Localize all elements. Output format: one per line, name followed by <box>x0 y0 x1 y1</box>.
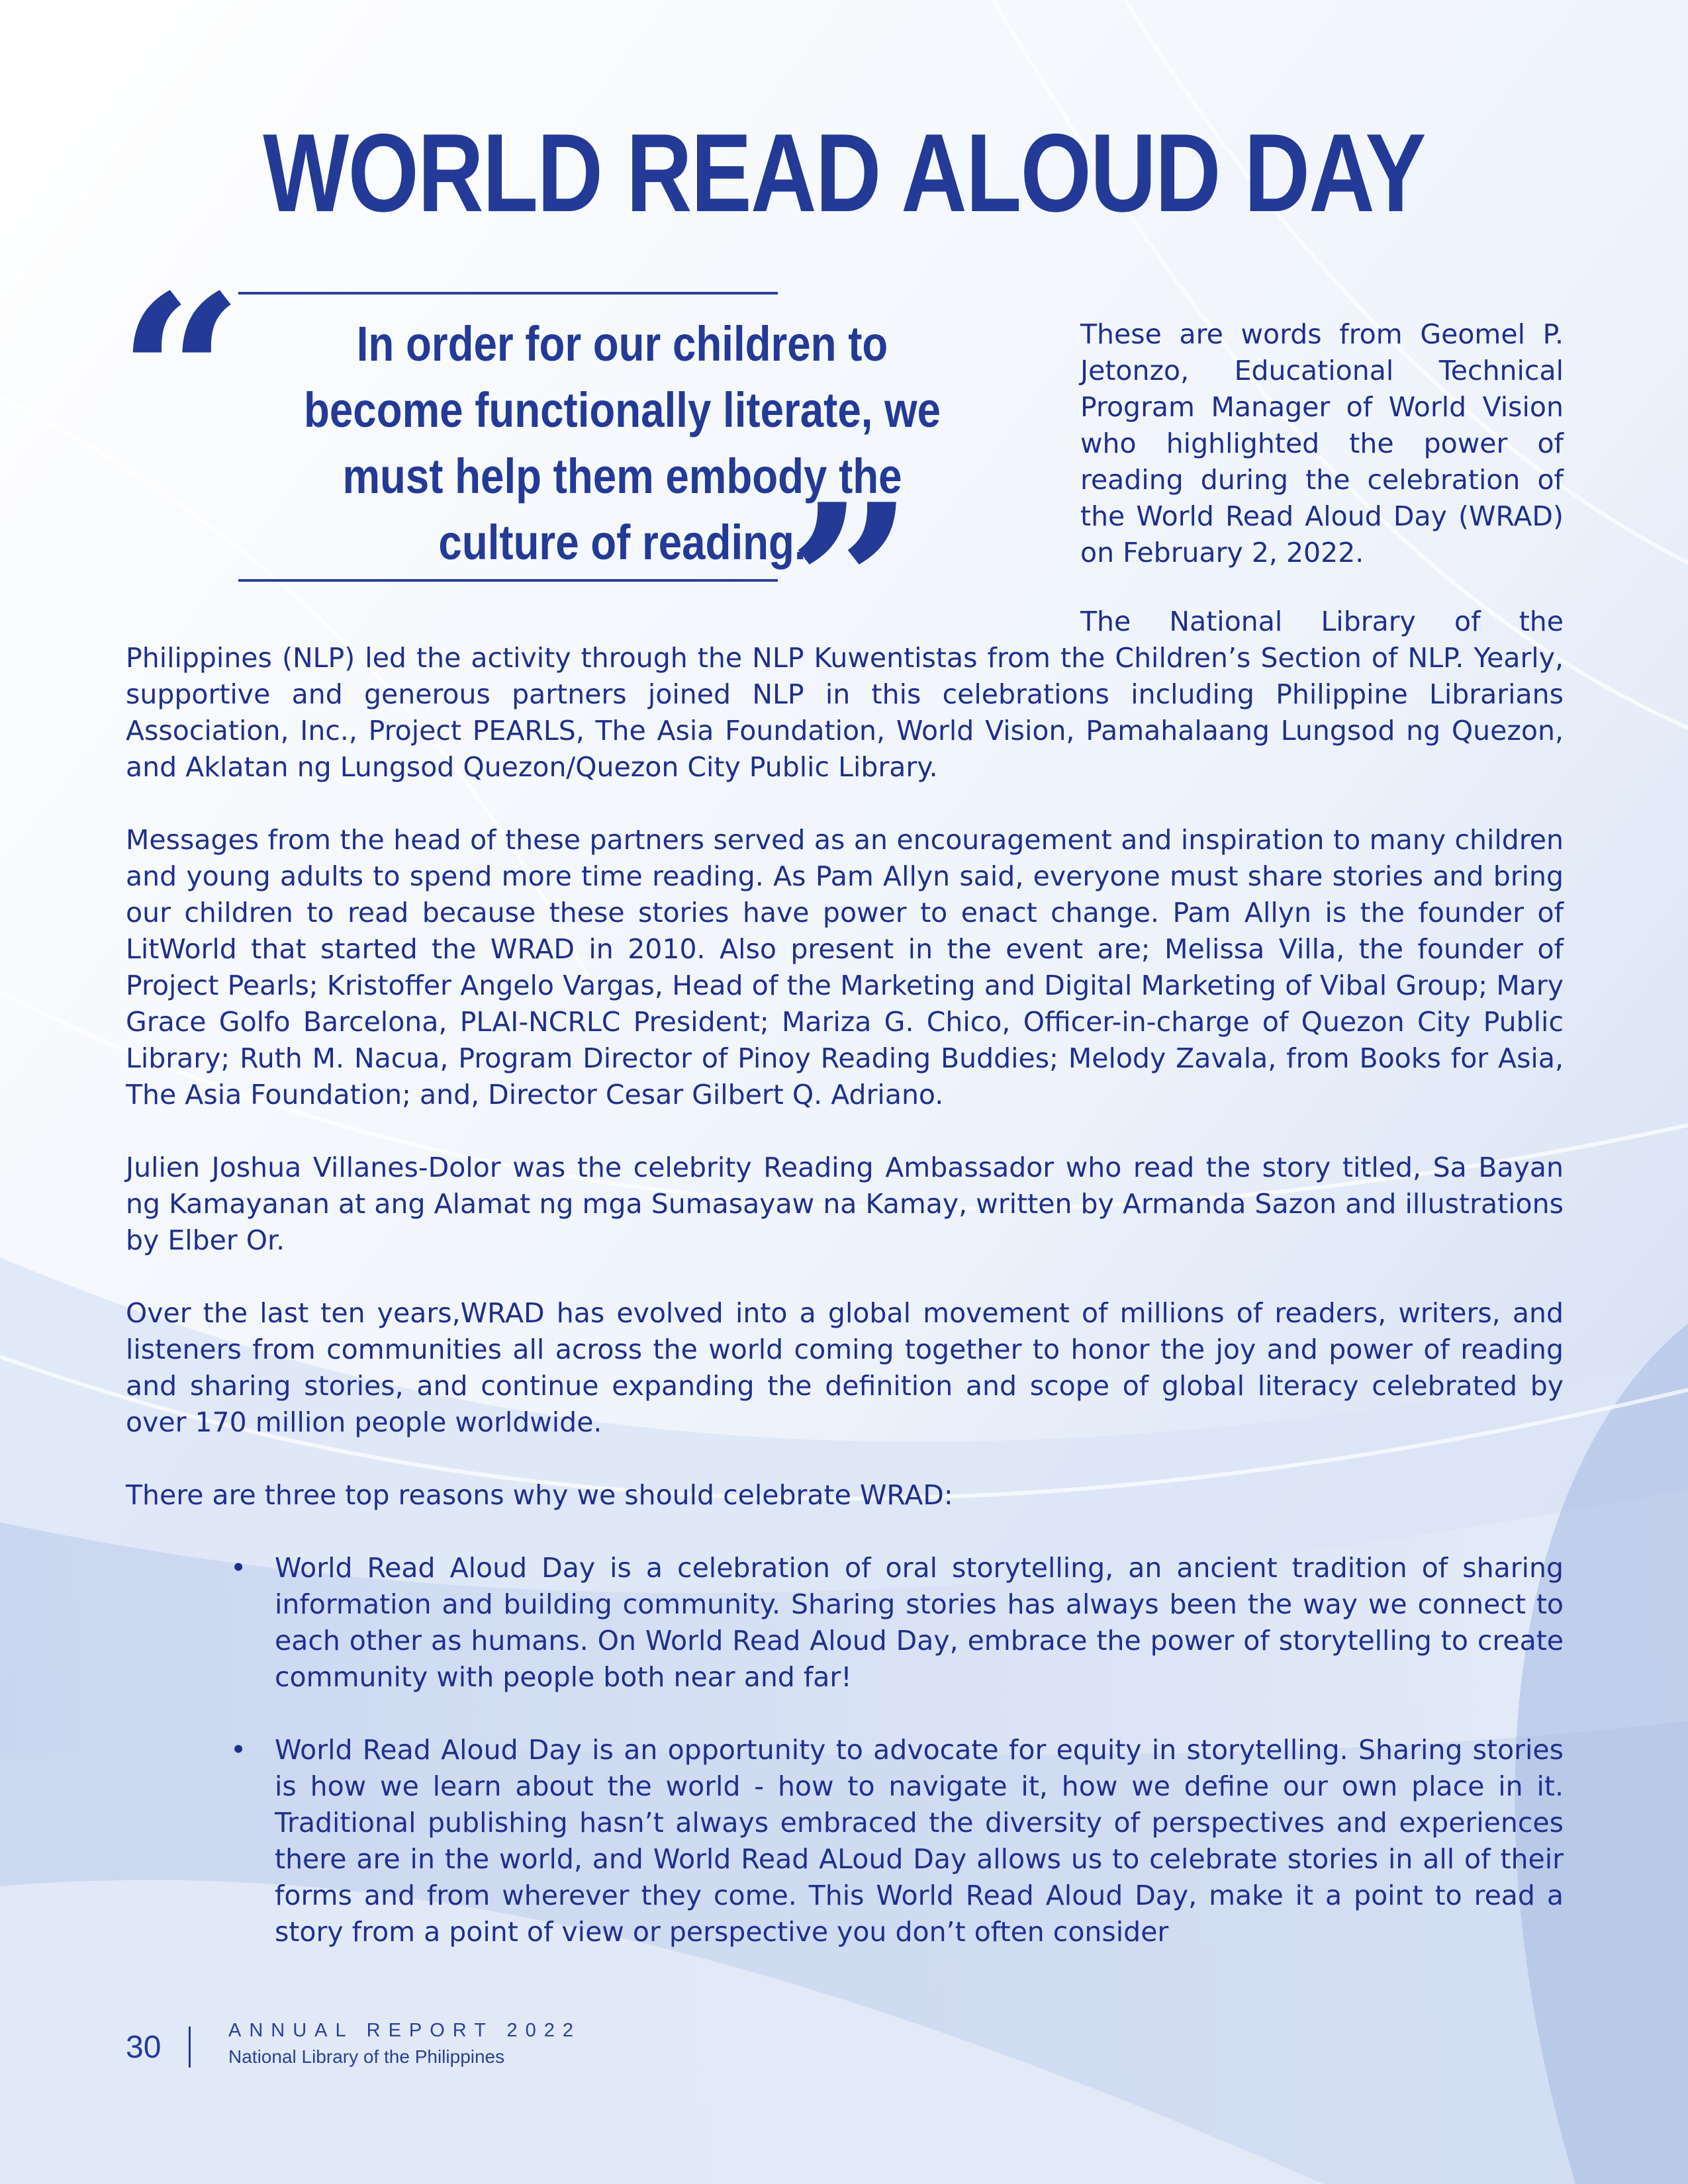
page-number: 30 <box>126 2030 162 2065</box>
quote-top-rule <box>238 292 778 295</box>
article-body <box>126 604 1564 1987</box>
paragraph: Julien Joshua Villanes-Dolor was the celebrity Reading Ambassador who read the story titled, Sa Bayan ng Kamayanan at ang Alamat ng mga Sumasayaw na Kamay, written by Armanda Sazon and illustrations by Elber Or. <box>126 1152 1564 1256</box>
list-item <box>126 1732 1564 1950</box>
quote-bottom-rule <box>238 579 778 582</box>
reasons-list <box>126 1550 1564 1950</box>
footer-report-title: ANNUAL REPORT 2022 <box>228 2020 581 2041</box>
list-item-text: World Read Aloud Day is an opportunity to advocate for equity in storytelling. Sharing stories is how we learn about the world - how to navigate it, how we define our own place in it. Traditional publishing hasn’t always embraced the diversity of perspectives and experiences there are in the world, and World Read ALoud Day allows us to celebrate stories in all of their forms and from wherever they come. This World Read Aloud Day, make it a point to read a story from a point of view or perspective you don’t often consider <box>275 1734 1564 1948</box>
bullet-icon: • <box>230 1552 247 1584</box>
close-quote-icon: ” <box>788 456 914 713</box>
paragraph: There are three top reasons why we should celebrate WRAD: <box>126 1479 953 1511</box>
footer-organization: National Library of the Philippines <box>228 2046 505 2067</box>
bullet-icon: • <box>230 1734 247 1766</box>
paragraph: Over the last ten years,WRAD has evolved into a global movement of millions of readers, writers, and listeners from communities all across the world coming together to honor the joy and power of reading and sharing stories, and continue expanding the definition and scope of global literacy celebrated by over 170 million people worldwide. <box>126 1297 1564 1438</box>
intro-paragraph: These are words from Geomel P. Jetonzo, Educational Technical Program Manager of World Vision who highlighted the power of reading during the celebration of the World Read Aloud Day (WRAD) on February 2, 2022. <box>1080 318 1564 569</box>
paragraph: Messages from the head of these partners served as an encouragement and inspiration to many children and young adults to spend more time reading. As Pam Allyn said, everyone must share stories and bring our children to read because these stories have power to enact change. Pam Allyn is the founder of LitWorld that started the WRAD in 2010. Also present in the event are; Melissa Villa, the founder of Project Pearls; Kristoffer Angelo Vargas, Head of the Marketing and Digital Marketing of Vibal Group; Mary Grace Golfo Barcelona, PLAI-NCRLC President; Mariza G. Chico, Officer-in-charge of Quezon City Public Library; Ruth M. Nacua, Program Director of Pinoy Reading Buddies; Melody Zavala, from Books for Asia, The Asia Foundation; and, Director Cesar Gilbert Q. Adriano. <box>126 824 1564 1111</box>
open-quote-icon: “ <box>118 247 244 504</box>
footer-divider <box>189 2026 191 2068</box>
paragraph: The National Library of the Philippines (NLP) led the activity through the NLP Kuwentistas from the Children’s Section of NLP. Yearly, supportive and generous partners joined NLP in this celebrations including Philippine Librarians Association, Inc., Project PEARLS, The Asia Foundation, World Vision, Pamahalaang Lungsod ng Quezon, and Aklatan ng Lungsod Quezon/Quezon City Public Library. <box>126 606 1564 783</box>
list-item <box>126 1550 1564 1696</box>
page-title: WORLD READ ALOUD DAY <box>263 111 1425 235</box>
list-item-text: World Read Aloud Day is a celebration of oral storytelling, an ancient tradition of sharing information and building community. Sharing stories has always been the way we connect to each other as humans. On World Read Aloud Day, embrace the power of storytelling to create community with people both near and far! <box>275 1552 1564 1693</box>
pull-quote: In order for our children to become functionally literate, we must help them embody the culture of reading. <box>304 316 941 570</box>
